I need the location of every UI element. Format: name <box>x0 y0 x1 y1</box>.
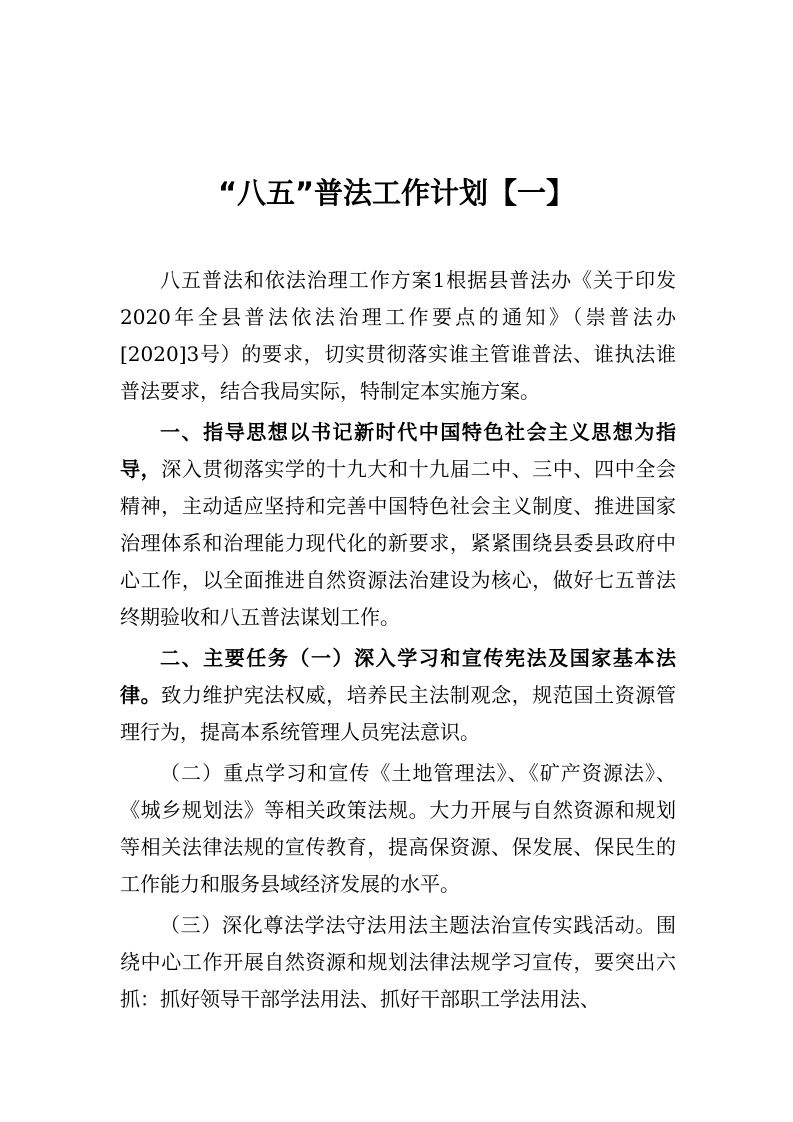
paragraph-text: （二）重点学习和宣传《土地管理法》、《矿产资源法》、《城乡规划法》等相关政策法规。大力开展与自然资源和规划等相关法律法规的宣传教育，提高保资源、保发展、保民生的工作能力和服务县域经济发展的水平。 <box>120 761 676 896</box>
paragraph-main-tasks <box>120 640 676 755</box>
paragraph-intro <box>120 262 676 414</box>
paragraph-text: （三）深化尊法学法守法用法主题法治宣传实践活动。围绕中心工作开展自然资源和规划法律法规学习宣传，要突出六抓：抓好领导干部学法用法、抓好干部职工学法用法、 <box>120 913 676 1011</box>
section-heading: 二、主要任务（一）深入学习和宣传宪法及国家基本法律。 <box>120 646 676 707</box>
paragraph-text: 深入贯彻落实学的十九大和十九届二中、三中、四中全会精神，主动适应坚持和完善中国特色社会主义制度、推进国家治理体系和治理能力现代化的新要求，紧紧围绕县委县政府中心工作，以全面推进自然资源法治建设为核心，做好七五普法终期验收和八五普法谋划工作。 <box>120 457 677 629</box>
document-body <box>120 262 676 1022</box>
section-heading: 一、指导思想以书记新时代中国特色社会主义思想为指导， <box>120 420 676 481</box>
paragraph-guiding-ideology <box>120 414 676 640</box>
paragraph-text: 致力维护宪法权威，培养民主法制观念，规范国土资源管理行为，提高本系统管理人员宪法意识。 <box>120 683 677 744</box>
paragraph-task-2 <box>120 755 676 907</box>
paragraph-text: 八五普法和依法治理工作方案1根据县普法办《关于印发2020年全县普法依法治理工作要点的通知》（崇普法办[2020]3号）的要求，切实贯彻落实谁主管谁普法、谁执法谁普法要求，结合我局实际，特制定本实施方案。 <box>120 268 676 403</box>
document-title: “八五”普法工作计划【一】 <box>217 176 576 210</box>
paragraph-task-3 <box>120 907 676 1022</box>
